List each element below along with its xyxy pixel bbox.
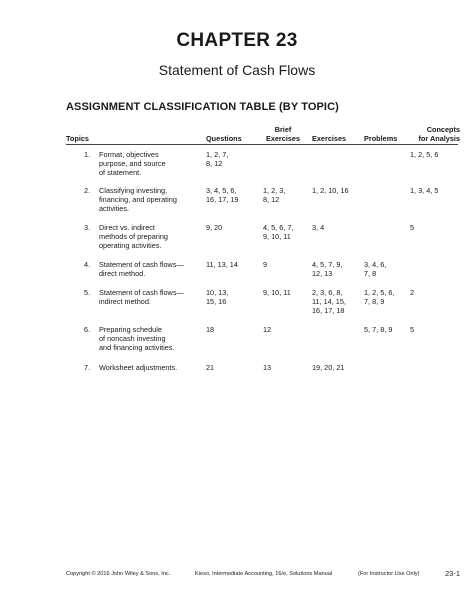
footer-usage-note: (For Instructor Use Only) xyxy=(358,571,420,577)
exercises-cell: 3, 4 xyxy=(312,223,325,232)
brief-exercises-cell: 12 xyxy=(263,325,272,334)
topic-cell: Classifying investing, financing, and operating activities. xyxy=(99,186,177,213)
topic-cell: Direct vs. indirect methods of preparing operating activities. xyxy=(99,223,168,250)
questions-cell: 11, 13, 14 xyxy=(206,260,238,269)
chapter-subtitle: Statement of Cash Flows xyxy=(158,62,316,78)
header-concepts-for-analysis: Concepts for Analysis xyxy=(418,125,460,143)
topic-cell: Preparing schedule of noncash investing and financing activities. xyxy=(99,325,175,352)
brief-exercises-cell: 13 xyxy=(263,363,272,372)
brief-exercises-cell: 4, 5, 6, 7, 9, 10, 11 xyxy=(263,223,294,241)
topic-cell: Statement of cash flows— indirect method. xyxy=(99,288,184,306)
header-questions: Questions xyxy=(206,134,242,143)
questions-cell: 21 xyxy=(206,363,215,372)
header-exercises: Exercises xyxy=(312,134,347,143)
header-brief-exercises: Brief Exercises xyxy=(265,125,301,143)
problems-cell: 5, 7, 8, 9 xyxy=(364,325,393,334)
header-topics: Topics xyxy=(66,134,89,143)
row-number: 7. xyxy=(84,363,91,372)
questions-cell: 18 xyxy=(206,325,215,334)
questions-cell: 10, 13, 15, 16 xyxy=(206,288,229,306)
row-number: 6. xyxy=(84,325,91,334)
concepts-cell: 5 xyxy=(410,325,415,334)
problems-cell: 1, 2, 5, 6, 7, 8, 9 xyxy=(364,288,395,306)
page-number: 23-1 xyxy=(445,569,461,578)
topic-cell: Worksheet adjustments. xyxy=(99,363,178,372)
section-heading: ASSIGNMENT CLASSIFICATION TABLE (BY TOPIC) xyxy=(66,101,339,113)
footer-book-title: Kieso, Intermediate Accounting, 16/e, Solutions Manual xyxy=(195,571,333,577)
problems-cell: 3, 4, 6, 7, 8 xyxy=(364,260,387,278)
exercises-cell: 2, 3, 6, 8, 11, 14, 15, 16, 17, 18 xyxy=(312,288,346,315)
row-number: 3. xyxy=(84,223,91,232)
row-number: 5. xyxy=(84,288,91,297)
brief-exercises-cell: 1, 2, 3, 8, 12 xyxy=(263,186,286,204)
brief-exercises-cell: 9 xyxy=(263,260,268,269)
exercises-cell: 19, 20, 21 xyxy=(312,363,345,372)
questions-cell: 1, 2, 7, 8, 12 xyxy=(206,150,229,168)
topic-cell: Format, objectives purpose, and source of statement. xyxy=(99,150,166,177)
footer-copyright: Copyright © 2016 John Wiley & Sons, Inc. xyxy=(66,571,171,577)
header-rule xyxy=(66,144,458,145)
concepts-cell: 2 xyxy=(410,288,415,297)
concepts-cell: 1, 2, 5, 6 xyxy=(410,150,439,159)
questions-cell: 9, 20 xyxy=(206,223,223,232)
questions-cell: 3, 4, 5, 6, 16, 17, 19 xyxy=(206,186,239,204)
row-number: 1. xyxy=(84,150,91,159)
exercises-cell: 4, 5, 7, 9, 12, 13 xyxy=(312,260,343,278)
topic-cell: Statement of cash flows— direct method. xyxy=(99,260,184,278)
concepts-cell: 1, 3, 4, 5 xyxy=(410,186,439,195)
header-problems: Problems xyxy=(364,134,398,143)
chapter-title: CHAPTER 23 xyxy=(176,30,298,51)
row-number: 2. xyxy=(84,186,91,195)
brief-exercises-cell: 9, 10, 11 xyxy=(263,288,291,297)
exercises-cell: 1, 2, 10, 16 xyxy=(312,186,349,195)
row-number: 4. xyxy=(84,260,91,269)
concepts-cell: 5 xyxy=(410,223,415,232)
